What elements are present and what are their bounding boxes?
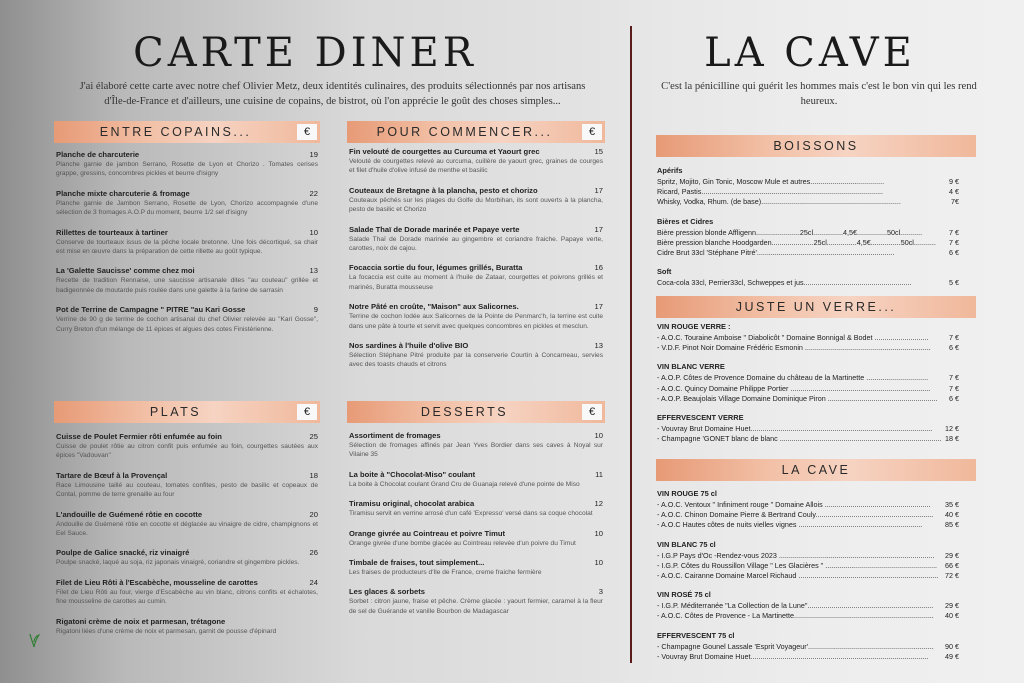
section-title-desserts: DESSERTS	[420, 405, 509, 419]
menu-item-name: L'andouille de Guémené rôtie en cocotte	[56, 509, 203, 519]
menu-item-price: 13	[594, 341, 603, 351]
drink-line-text: - V.D.F. Pinot Noir Domaine Frédéric Esmonin ...............................................................	[657, 343, 931, 353]
band-pour-commencer	[347, 121, 605, 143]
section-title-la-cave: LA CAVE	[781, 463, 851, 477]
menu-item	[56, 548, 318, 567]
drink-line-price: 6 €	[949, 343, 959, 353]
menu-item-name: Filet de Lieu Rôti à l'Escabèche, mousseline de carottes	[56, 577, 258, 587]
drink-group	[657, 166, 959, 208]
menu-item-name: Rigatoni crème de noix et parmesan, trétagone	[56, 616, 226, 626]
menu-item	[56, 150, 318, 179]
drink-line-text: - Vouvray Brut Domaine Huet...........................................................................................	[657, 424, 933, 434]
drink-line-price: 90 €	[945, 641, 959, 651]
menu-item	[56, 266, 318, 295]
drink-line	[657, 394, 959, 404]
menu-item-price: 19	[309, 150, 318, 159]
drink-line-price: 85 €	[945, 520, 959, 530]
list-entre-copains	[56, 150, 318, 344]
drink-line-text: - A.O.P. Beaujolais Village Domaine Dominique Piron .......................................................	[657, 393, 938, 403]
menu-item-price: 16	[594, 263, 603, 273]
currency-entre-copains: €	[297, 124, 317, 140]
drink-line	[657, 177, 959, 187]
menu-item-description: Salade Thaï de Dorade marinée au gingembre et coriandre fraiche. Papaye verte, carottes, noix de cajou.	[349, 235, 603, 253]
drink-line	[657, 197, 959, 207]
menu-item-price: 10	[594, 528, 603, 538]
menu-item-name: Orange givrée au Cointreau et poivre Timut	[349, 528, 505, 538]
menu-item-price: 17	[594, 302, 603, 312]
drink-line-price: 12 €	[945, 424, 959, 434]
menu-item-name: Planche mixte charcuterie & fromage	[56, 188, 190, 198]
menu-item-price: 25	[309, 432, 318, 441]
menu-item-description: Sélection de fromages affinés par Jean Yves Bordier dans ses caves à Noyal sur Vilaine 35	[349, 442, 603, 459]
drink-line	[657, 278, 959, 288]
menu-item	[56, 228, 318, 257]
band-plats	[54, 401, 320, 423]
drink-line-text: Bière pression blanche Hoodgarden.....................25cl...............4,5€...............50cl...........	[657, 237, 936, 247]
menu-item	[349, 558, 603, 577]
drink-line-price: 7 €	[949, 237, 959, 247]
drink-line-text: - A.O.C. Touraine Amboise " Diabolicôt " Domaine Bonnigal & Bodet ...........................	[657, 333, 929, 342]
band-entre-copains	[54, 121, 320, 143]
leaf-icon	[28, 632, 40, 648]
menu-item-description: Filet de Lieu Rôti au four, vierge d'Escabèche au vin blanc, citrons confits et échalotes, fine mousseline de carottes au cumin.	[56, 588, 318, 606]
drink-line-text: - A.O.C. Chinon Domaine Pierre & Bertrand Couly...........................................................	[657, 510, 934, 520]
drink-line-price: 7 €	[949, 383, 959, 393]
drink-line-price: 6 €	[949, 393, 959, 403]
menu-item	[349, 499, 603, 518]
drink-group-title: VIN ROSÉ 75 cl	[657, 590, 711, 600]
menu-item-name: Nos sardines à l'huile d'olive BIO	[349, 341, 469, 351]
menu-item-description: Recette de tradition Rennaise, une saucisse artisanale dites "au couteau" grillée et badigeonnée de moutarde puis roulée dans une galette à la farine de sarrasin	[56, 277, 318, 294]
menu-item-price: 24	[309, 577, 318, 587]
drink-line-text: - A.O.C Hautes côtes de nuits vielles vignes ..............................................................	[657, 520, 923, 530]
drink-line	[657, 434, 959, 444]
drink-group	[657, 413, 959, 444]
drink-line	[657, 343, 959, 353]
drink-line-price: 4 €	[949, 187, 959, 197]
menu-item-price: 10	[594, 431, 603, 440]
drink-line-price: 72 €	[945, 571, 959, 581]
menu-item-name: Assortiment de fromages	[349, 431, 441, 440]
band-boissons	[656, 135, 976, 157]
menu-item-name: Couteaux de Bretagne à la plancha, pesto et chorizo	[349, 185, 538, 195]
drink-group	[657, 590, 959, 621]
menu-item-price: 11	[595, 469, 603, 479]
drink-group	[657, 217, 959, 259]
menu-item-name: Cuisse de Poulet Fermier rôti enfumée au foin	[56, 432, 222, 441]
menu-item-name: Notre Pâté en croûte, "Maison" aux Salicornes.	[349, 302, 519, 312]
menu-item	[56, 510, 318, 539]
band-desserts	[347, 401, 605, 423]
drink-line-text: - Champagne 'GONET blanc de blanc .................................................................................	[657, 434, 941, 444]
drink-line	[657, 228, 959, 238]
list-la-cave	[657, 489, 959, 671]
drink-line-text: - A.O.C. Cairanne Domaine Marcel Richaud ......................................................................	[657, 571, 939, 581]
section-title-pour-commencer: POUR COMMENCER...	[376, 125, 553, 139]
menu-item-description: Sélection Stéphane Pitré produite par la conserverie Courtin à Concarneau, servies avec des toasts chauds et citrons	[349, 352, 603, 369]
menu-item-description: Velouté de courgettes relevé au curcuma, cuillère de yaourt grec, graines de courges et filet d'huile d'olive infusé de menthe et basilic	[349, 158, 603, 175]
drink-group	[657, 322, 959, 353]
menu-item-price: 12	[594, 499, 603, 509]
band-juste-un-verre	[656, 296, 976, 318]
drink-line	[657, 424, 959, 434]
page-divider	[630, 26, 632, 663]
drink-line	[657, 642, 959, 652]
menu-item-price: 20	[309, 509, 318, 519]
section-title-entre-copains: ENTRE COPAINS...	[99, 125, 252, 139]
drink-group-title: Bières et Cidres	[657, 216, 714, 226]
drink-line-price: 40 €	[945, 510, 959, 520]
menu-item-price: 26	[309, 548, 318, 558]
drink-group-title: Apérifs	[657, 166, 683, 175]
drink-line-text: - A.O.P. Côtes de Provence Domaine du château de la Martinette ...............................	[657, 373, 929, 383]
drink-line-price: 7€	[951, 197, 959, 207]
drink-line	[657, 238, 959, 248]
drink-line-text: Spritz, Mojito, Gin Tonic, Moscow Mule et autres.....................................	[657, 177, 885, 186]
menu-item	[349, 147, 603, 176]
drink-line-price: 5 €	[949, 278, 959, 288]
drink-line-text: Bière pression blonde Affligenn......................25cl...............4,5€...............50cl...........	[657, 227, 923, 237]
drink-group-title: VIN ROUGE VERRE :	[657, 322, 731, 331]
drink-line-price: 7 €	[949, 333, 959, 342]
menu-item-price: 9	[313, 305, 318, 315]
drink-line-price: 18 €	[945, 434, 959, 444]
menu-item-description: Orange givrée d'une bombe glacée au Cointreau relevée d'un poivre du Timut	[349, 539, 576, 547]
menu-item-name: Tartare de Bœuf à la Provençal	[56, 470, 168, 480]
drink-group-title: VIN BLANC VERRE	[657, 362, 725, 372]
section-title-plats: PLATS	[149, 405, 202, 419]
menu-item-description: Race Limousine taillé au couteau, tomates confites, pesto de basilic et copeaux de Contal, pomme de terre grenaille au four	[56, 481, 318, 499]
menu-item-description: Planche garnie de Jambon Serrano, Rosette de Lyon, Chorizo accompagnée d'une sélection de 3 fromages A.O.P du moment, beurre 1/2 sel d'isigny	[56, 199, 318, 217]
drink-line-price: 29 €	[945, 601, 959, 611]
drink-line	[657, 652, 959, 662]
menu-item	[349, 186, 603, 215]
menu-item-description: La boite à Chocolat coulant Grand Cru de Guanaja relevé d'une pointe de Miso	[349, 480, 580, 488]
la-cave-intro: C'est la pénicilline qui guérit les hommes mais c'est le bon vin qui les rend heureux.	[661, 81, 977, 107]
menu-item	[56, 189, 318, 218]
drink-line	[657, 520, 959, 530]
menu-item-name: La 'Galette Saucisse' comme chez moi	[56, 266, 195, 276]
menu-item-price: 22	[309, 188, 318, 198]
menu-item	[56, 617, 318, 636]
drink-line-price: 66 €	[945, 560, 959, 570]
drink-group	[657, 267, 959, 288]
drink-group	[657, 631, 959, 662]
drink-line	[657, 373, 959, 383]
drink-line	[657, 561, 959, 571]
menu-item-price: 13	[309, 266, 318, 276]
drink-group-title: VIN ROUGE 75 cl	[657, 489, 717, 498]
drink-group-title: Soft	[657, 267, 672, 277]
section-title-juste-un-verre: JUSTE UN VERRE...	[735, 300, 897, 314]
drink-line-price: 7 €	[949, 227, 959, 237]
drink-line-price: 40 €	[945, 611, 959, 621]
drink-line-price: 7 €	[949, 373, 959, 383]
carte-diner-intro: J'ai élaboré cette carte avec notre chef Olivier Metz, deux identités culinaires, des produits sélectionnés par nos artisans d'Île-de-France et d'ailleurs, une cuisine de copains, de bistrot, où l'on apprécie le goût des choses simples...	[79, 81, 586, 107]
menu-item-name: Rillettes de tourteaux à tartiner	[56, 227, 168, 237]
menu-item-name: Fin velouté de courgettes au Curcuma et Yaourt grec	[349, 147, 540, 156]
menu-item	[349, 470, 603, 489]
menu-item-description: Les fraises de producteurs d'Ile de France, creme fraiche fermière	[349, 569, 542, 577]
menu-item	[56, 432, 318, 461]
menu-item-description: Terrine de cochon lodée aux Salicornes de la Pointe de Penmarc'h, la terrine est cuite dans une pâte à tourte et servit avec quelques concombres en pickles et mesclun.	[349, 313, 603, 330]
menu-item-description: Verrine de 90 g de terrine de cochon artisanal du chef Olivier relevée au "Kari Gosse", Curry Breton d'un mélange de 11 épices et algues des cotes Finistérienne.	[56, 316, 318, 333]
menu-item-name: Pot de Terrine de Campagne " PITRE "au Kari Gosse	[56, 305, 246, 315]
menu-item	[349, 302, 603, 331]
menu-item-name: Tiramisu original, chocolat arabica	[349, 499, 475, 509]
drink-line-text: - Vouvray Brut Domaine Huet.........................................................................................	[657, 651, 929, 661]
menu-item-price: 3	[598, 587, 603, 597]
drink-group-title: EFFERVESCENT VERRE	[657, 413, 744, 423]
drink-line	[657, 601, 959, 611]
menu-item-name: Les glaces & sorbets	[349, 587, 425, 597]
drink-line-text: Ricard, Pastis...........................................................................................	[657, 187, 884, 197]
drink-line	[657, 510, 959, 520]
menu-item	[56, 305, 318, 334]
drink-group	[657, 489, 959, 531]
drink-group-title: VIN BLANC 75 cl	[657, 539, 716, 549]
currency-plats: €	[297, 404, 317, 420]
drink-line	[657, 384, 959, 394]
menu-item-price: 10	[309, 227, 318, 237]
drink-line-price: 35 €	[945, 500, 959, 509]
menu-item-name: La boite à "Chocolat-Miso" coulant	[349, 469, 476, 479]
drink-line	[657, 500, 959, 510]
menu-item	[56, 471, 318, 500]
menu-item-description: Poulpe snacké, laqué au soja, riz japonais vinaigré, coriandre et gingembre pickles.	[56, 559, 300, 567]
menu-item-description: Tiramisu servit en verrine arrosé d'un café 'Expresso' versé dans sa coque chocolat	[349, 510, 593, 518]
menu-item-price: 17	[594, 224, 603, 234]
drink-line-text: Whisky, Vodka, Rhum. (de base)......................................................................	[657, 197, 901, 207]
band-la-cave	[656, 459, 976, 481]
drink-line-text: - Champagne Gounel Lassale 'Esprit Voyageur'...............................................................	[657, 641, 934, 651]
drink-line	[657, 611, 959, 621]
drink-group	[657, 362, 959, 404]
menu-item-name: Poulpe de Galice snacké, riz vinaigré	[56, 548, 190, 558]
drink-line-text: Cidre Brut 33cl 'Stéphane Pitré'.....................................................................	[657, 248, 895, 258]
drink-line-text: - A.O.C. Quincy Domaine Philippe Portier ......................................................................	[657, 383, 931, 393]
menu-item-name: Timbale de fraises, tout simplement...	[349, 558, 485, 568]
list-plats	[56, 432, 318, 646]
drink-line-text: - I.G.P. Côtes du Roussillon Village " Les Glacières " ........................................................	[657, 560, 938, 570]
drink-group-title: EFFERVESCENT 75 cl	[657, 630, 735, 640]
section-title-boissons: BOISSONS	[773, 139, 859, 153]
currency-desserts: €	[582, 404, 602, 420]
drink-line-price: 9 €	[949, 177, 959, 186]
menu-item-description: Rigatoni liées d'une crème de noix et parmesan, garnit de pousse d'épinard	[56, 627, 277, 635]
menu-item-description: La focaccia est cuite au moment à l'huile de Zataar, courgettes et poivrons grillés et marinés, Buratta mousseuse	[349, 274, 603, 291]
drink-line-text: - A.O.C. Côtes de Provence - La Martinette......................................................................	[657, 611, 934, 621]
menu-item-name: Salade Thaï de Dorade marinée et Papaye verte	[349, 224, 520, 234]
menu-item-name: Planche de charcuterie	[56, 150, 140, 159]
drink-line	[657, 551, 959, 561]
drink-line	[657, 571, 959, 581]
menu-item	[349, 263, 603, 292]
drink-line-price: 6 €	[949, 248, 959, 258]
menu-item-price: 18	[309, 470, 318, 480]
list-boissons	[657, 166, 959, 297]
menu-item	[349, 225, 603, 254]
drink-line-text: - I.G.P. Méditerranée "La Collection de la Lune"...............................................................	[657, 601, 934, 611]
currency-pour-commencer: €	[582, 124, 602, 140]
drink-line-price: 29 €	[945, 550, 959, 560]
drink-line-text: Coca-cola 33cl, Perrier33cl, Schweppes et jus......................................................	[657, 278, 912, 288]
list-desserts	[349, 431, 603, 626]
menu-item-price: 17	[594, 185, 603, 195]
menu-item-description: Planche garnie de jambon Serrano, Rosette de Lyon et Chorizo . Tomates cerises grappe, gressins, concombres pickles et beurre d'isigny	[56, 161, 318, 178]
menu-item	[349, 341, 603, 370]
drink-line-text: - A.O.C. Ventoux " Infiniment rouge " Domaine Allois .....................................................	[657, 500, 931, 509]
drink-line-text: - I.G.P Pays d'Oc -Rendez-vous 2023 ..............................................................................	[657, 550, 935, 560]
menu-item-description: Conserve de tourteaux issus de la pêche locale bretonne. Une fois décortiqué, sa chair est mise en œuvre dans la préparation de cette rillette au goût typique.	[56, 238, 318, 256]
drink-line	[657, 333, 959, 343]
menu-item-price: 10	[594, 558, 603, 568]
drink-line	[657, 248, 959, 258]
la-cave-title: LA CAVE	[704, 30, 916, 76]
menu-item-description: Cuisse de poulet rôtie au citron confit puis enfumée au foin, courgettes sautées aux épices "Vadouvan"	[56, 443, 318, 460]
drink-group	[657, 540, 959, 582]
list-pour-commencer	[349, 147, 603, 380]
menu-item	[349, 529, 603, 548]
menu-item-description: Sorbet : citron jaune, fraise et pêche. Crème glacée : yaourt fermier, caramel à la fleur de sel de Guérande et vanille Bourbon de Madagascar	[349, 598, 603, 615]
carte-diner-title: CARTE DINER	[133, 30, 477, 76]
menu-item-description: Couteaux pêchés sur les plages du Golfe du Morbihan, ils sont ouverts à la plancha, pesto de basilic et Chorizo	[349, 196, 603, 214]
menu-item	[56, 578, 318, 607]
drink-line	[657, 187, 959, 197]
list-juste-un-verre	[657, 322, 959, 453]
drink-line-price: 49 €	[945, 651, 959, 661]
menu-item	[349, 587, 603, 616]
menu-item-price: 15	[594, 147, 603, 156]
menu-item-name: Focaccia sortie du four, légumes grillés, Buratta	[349, 263, 523, 273]
menu-item-description: Andouille de Guémené rôtie en cocotte et déglacée au vinaigre de cidre, champignons et Eel Sauce.	[56, 520, 318, 538]
menu-item	[349, 431, 603, 460]
